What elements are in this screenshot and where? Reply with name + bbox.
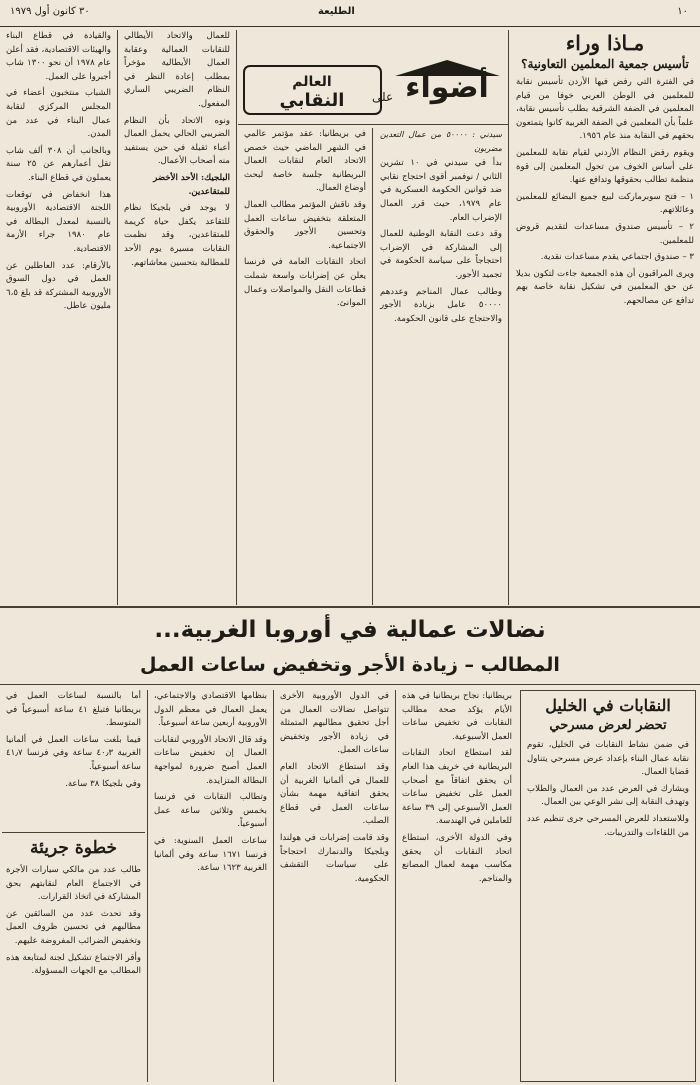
column-divider <box>117 30 118 605</box>
europe-struggles-paragraph: وقد قال الاتحاد الأوروبي لنقابات العمال إن تخفيض ساعات العمل أصبح ضرورة لمواجهة البطالة المتزايدة. <box>154 734 267 786</box>
column-divider <box>236 30 237 605</box>
europe-struggles-paragraph: بريطانيا: نجاح بريطانيا في هذه الأيام يؤكد صحة مطالب النقابات في تخفيض ساعات العمل الأسبوعية. <box>402 691 512 742</box>
sydney-paragraph: بدأ في سيدني في ١٠ تشرين الثاني / نوفمبر أقوى احتجاج نقابي ضد قوانين الحكومة العسكرية في عام ١٩٧٩، حيث قرر العمال الإضراب العام. <box>380 158 502 223</box>
sydney-article <box>376 128 506 602</box>
uk-unions-paragraph: وقد ناقش المؤتمر مطالب العمال المتعلقة بتخفيض ساعات العمل وتحسين الأجور والحقوق الاجتماعية. <box>244 199 366 251</box>
hebron-paragraph: وللاستعداد للعرض المسرحي جرى تنظيم عدد من اللقاءات والتدريبات. <box>527 813 689 838</box>
hebron-paragraph: في ضمن نشاط النقابات في الخليل، تقوم نقابة عمال البناء بإعداد عرض مسرحي يتناول قضايا العمال. <box>527 740 689 778</box>
europe-struggles-col-2 <box>276 690 393 1082</box>
column-divider <box>147 690 148 1082</box>
taxi-owners-paragraph: طالب عدد من مالكي سيارات الأجرة في الاجتماع العام لنقابتهم بحق المشاركة في اتخاذ القرارات. <box>6 865 141 903</box>
italy-belgium-paragraph: للعمال والاتحاد الأيطالي للنقابات العمالية وعقابة العمال الأيطالية مؤخراً بمطلب إعادة النظر في النظام الضريبي الساري المفعول. <box>124 31 230 109</box>
hebron-box <box>520 690 696 1082</box>
working-hours-paragraph: وفي بلجيكا ٣٨ ساعة. <box>65 778 141 789</box>
svg-text:النقابي: النقابي <box>279 90 345 111</box>
europe-struggles-col-3 <box>150 690 271 1082</box>
italy-belgium-paragraph: ونوه الاتحاد بأن النظام الضريبي الحالي يحمل العمال أعباء ثقيلة في حين يستفيد منه أصحاب الأعمال. <box>124 115 230 167</box>
uk-unions-paragraph: اتحاد النقابات العامة في فرنسا يعلن عن إضرابات واسعة شملت قطاعات النقل والمواصلات وعمال الموانئ. <box>244 257 366 309</box>
header-rule <box>238 124 508 125</box>
sydney-dateline: سيدني : ٥٠٠٠٠ من عمال التعدين مضربون <box>380 130 502 153</box>
europe-struggles-paragraph: في الدول الأوروبية الأخرى تتواصل نضالات العمال من أجل تحقيق مطالبهم المتمثلة في زيادة الأجور وتخفيض ساعات العمل. <box>280 691 389 756</box>
publication-name: الطليعة <box>318 6 355 17</box>
italy-belgium-article <box>120 30 234 602</box>
teachers-paragraph: ١ – فتح سوبرماركت لبيع جميع البضائع للمعلمين وعائلاتهم. <box>516 191 694 216</box>
page-masthead <box>0 0 700 27</box>
taxi-owners-paragraph: وقد تحدث عدد من السائقين عن مطالبهم في تحسين ظروف العمل وتخفيض الضرائب المفروضة عليهم. <box>6 908 141 946</box>
taxi-owners-title: خطوة جريئة <box>30 838 117 858</box>
europe-struggles-paragraph: لقد استطاع اتحاد النقابات البريطانية في خريف هذا العام أن يحقق اتفاقاً مع أصحاب العمل على تخفيض ساعات العمل الأسبوعي إلى ٣٩ ساعة للعاملين في الهندسة. <box>402 748 512 827</box>
banner-top-rule <box>0 606 700 608</box>
sydney-paragraph: وطالب عمال المناجم وعددهم ٥٠٠٠٠ عامل بزيادة الأجور والاحتجاج على قانون الحكومة. <box>380 286 502 324</box>
taxi-owners-paragraph: وأقر الاجتماع تشكيل لجنة لمتابعة هذه المطالب مع الجهات المسؤولة. <box>6 952 141 977</box>
issue-date: ٣٠ كانون أول ١٩٧٩ <box>10 6 90 17</box>
belgium-subheading: البلجيك: الأحد الأخضر للمتقاعدين. <box>153 172 230 197</box>
europe-struggles-paragraph: بنظامها الاقتصادي والاجتماعي، يعمل العمال في معظم الدول الأوروبية أربعين ساعة أسبوعياً. <box>154 691 267 729</box>
europe-struggles-paragraph: وقد استطاع الاتحاد العام للعمال في ألمانيا الغربية أن يحقق اتفاقية مهمة بشأن ساعات العمل في قطاع الصلب. <box>280 761 389 827</box>
youth-employment-paragraph: والقيادة في قطاع البناء والهيئات الاقتصادية، فقد أعلن عام ١٩٧٨ أن نحو ١٣٠٠ شاب أجبروا على العمل. <box>6 31 111 82</box>
banner-headline: نضالات عمالية في أوروبا الغربية... <box>154 617 546 643</box>
italy-belgium-paragraph: لا يوجد في بلجيكا نظام للتقاعد يكفل حياة كريمة للمتقاعدين، وقد نظمت النقابات مسيرة يوم الأحد للمطالبة بتحسين معاشاتهم. <box>124 203 230 268</box>
europe-struggles-paragraph: وفي الدولة الأخرى، استطاع اتحاد النقابات أن يحقق مكاسب مهمة لعمال المصانع والمناجم. <box>402 832 512 884</box>
teachers-article-title: مـاذا وراء <box>565 31 645 55</box>
column-divider <box>395 690 396 1082</box>
column-divider <box>372 128 373 605</box>
teachers-paragraph: ٣ – صندوق اجتماعي يقدم مساعدات نقدية. <box>540 252 694 263</box>
hebron-box-title: النقابات في الخليل <box>545 696 671 715</box>
teachers-paragraph: ٢ – تأسيس صندوق مساعدات لتقديم قروض للمعلمين. <box>516 221 694 246</box>
europe-struggles-paragraph: وقد قامت إضرابات في هولندا وبلجيكا والدنمارك احتجاجاً على سياسات التقشف الحكومية. <box>280 832 389 884</box>
sydney-paragraph: وقد دعت النقابة الوطنية للعمال إلى المشاركة في الإضراب احتجاجاً على سياسة الحكومة في تجميد الأجور. <box>380 229 502 280</box>
youth-employment-article <box>2 30 115 602</box>
youth-employment-paragraph: الشباب منتخبون أعضاء في المجلس المركزي لنقابة عمال البناء في عدد من المدن. <box>6 88 111 140</box>
section-title-adwaa: أضواء <box>405 70 489 105</box>
uk-unions-article <box>240 128 370 602</box>
box-rule <box>2 832 145 833</box>
working-hours-paragraph: فيما بلغت ساعات العمل في ألمانيا الغربية ٤٠٫٣ ساعة وفي فرنسا ٤١٫٧ ساعة أسبوعياً. <box>6 734 142 772</box>
working-hours-paragraph: أما بالنسبة لساعات العمل في بريطانيا فتبلغ ٤١ ساعة أسبوعياً في المتوسط. <box>6 691 141 729</box>
hebron-paragraph: ويشارك في العرض عدد من العمال والطلاب وتهدف النقابة إلى نشر الوعي بين العمال. <box>527 783 689 808</box>
europe-struggles-paragraph: وتطالب النقابات في فرنسا بخمس وثلاثين ساعة عمل أسبوعياً. <box>154 792 267 830</box>
youth-employment-paragraph: هذا انخفاض في توقعات اللجنة الاقتصادية الأوروبية بالنسبة لمعدل البطالة في عام ١٩٨٠ جراء الأزمة الاقتصادية. <box>6 189 111 254</box>
teachers-paragraph: في الفترة التي رفض فيها الأردن تأسيس نقابة للمعلمين في الوطن العربي خوفا من قيام المعلمين في الضفة الشرقية بطلب تأسيس نقابة، علماً بأن المعلمين في الضفة الغربية كانوا يتمتعون بحقهم في النقابة منذ عام ١٩٥٦. <box>516 77 694 142</box>
column-divider <box>508 30 509 605</box>
teachers-article <box>512 30 698 602</box>
column-divider <box>273 690 274 1082</box>
section-title-ala: على <box>372 90 394 104</box>
youth-employment-paragraph: بالأرقام: عدد العاطلين عن العمل في دول السوق الأوروبية المشتركة قد بلغ ٦،٥ مليون عاطل. <box>6 260 111 312</box>
hebron-box-subtitle: تحضر لعرض مسرحي <box>549 718 667 733</box>
taxi-owners-article <box>2 836 145 1082</box>
teachers-article-subtitle: تأسيس جمعية المعلمين التعاونية؟ <box>521 57 689 71</box>
teachers-paragraph: ويرى المراقبون أن هذه الجمعية جاءت لتكون بديلا عن حق المعلمين في تشكيل نقابة خاصة بهم تدافع عن مصالحهم. <box>516 268 694 306</box>
europe-struggles-col-1 <box>398 690 516 1082</box>
working-hours-article <box>2 690 145 828</box>
page-number: ١٠ <box>677 6 688 17</box>
labor-world-logo <box>240 60 385 118</box>
banner-bottom-rule <box>0 684 700 685</box>
svg-text:العالم: العالم <box>292 74 332 90</box>
youth-employment-paragraph: وبالجانب أن ٣٠٨ ألف شاب تقل أعمارهم عن ٢٥ سنة يعملون في قطاع البناء. <box>6 145 112 183</box>
banner-subheadline: المطالب – زيادة الأجر وتخفيض ساعات العمل <box>140 654 560 676</box>
teachers-paragraph: ويقوم رفض النظام الأردني لقيام نقابة للمعلمين على أساس الخوف من تحول المعلمين إلى قوة منظمة تطالب بحقوقها وتدافع عنها. <box>516 147 694 186</box>
europe-struggles-paragraph: ساعات العمل السنوية: في فرنسا ١٦٧١ ساعة وفي ألمانيا الغربية ١٦٢٣ ساعة. <box>154 835 267 874</box>
uk-unions-paragraph: في بريطانيا: عقد مؤتمر عالمي في الشهر الماضي حيث خصص الاتحاد العام لنقابات العمال البريطانية جلسة خاصة لبحث أوضاع العمال. <box>244 129 366 194</box>
